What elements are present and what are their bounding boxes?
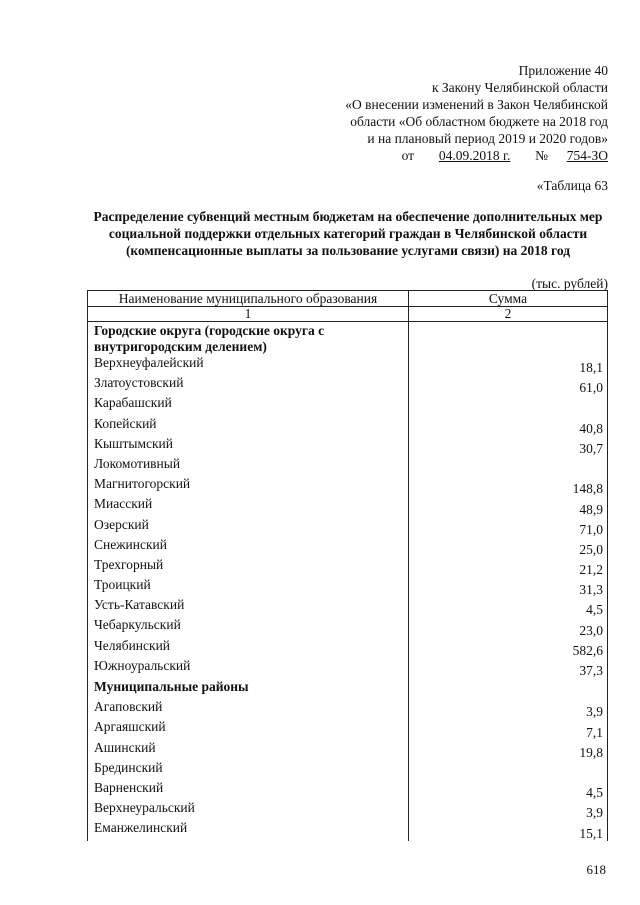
column-header-sum: Сумма bbox=[409, 291, 608, 307]
municipality-sum: 23,0 bbox=[409, 617, 608, 637]
table-row bbox=[88, 760, 608, 780]
table-row bbox=[88, 375, 608, 395]
municipality-name: Брединский bbox=[88, 760, 409, 780]
municipality-name: Копейский bbox=[88, 416, 409, 436]
municipality-sum: 3,9 bbox=[409, 800, 608, 820]
appendix-number: Приложение 40 bbox=[518, 63, 608, 78]
municipality-name: Чебаркульский bbox=[88, 617, 409, 637]
municipality-name: Карабашский bbox=[88, 395, 409, 415]
municipality-sum: 71,0 bbox=[409, 517, 608, 537]
law-reference: к Закону Челябинской области bbox=[431, 80, 608, 95]
table-row bbox=[88, 436, 608, 456]
municipality-sum: 3,9 bbox=[409, 699, 608, 719]
number-label: № bbox=[535, 148, 548, 163]
municipality-sum: 148,8 bbox=[409, 476, 608, 496]
municipality-sum: 19,8 bbox=[409, 740, 608, 760]
table-row bbox=[88, 355, 608, 375]
law-title-line-3: и на плановый период 2019 и 2020 годов» bbox=[367, 131, 608, 146]
municipality-sum: 61,0 bbox=[409, 375, 608, 395]
table-row bbox=[88, 780, 608, 800]
table-row bbox=[88, 517, 608, 537]
municipality-name: Озерский bbox=[88, 517, 409, 537]
appendix-header bbox=[345, 62, 608, 164]
table-row bbox=[88, 476, 608, 496]
municipality-name: Ашинский bbox=[88, 740, 409, 760]
law-title-line-1: «О внесении изменений в Закон Челябинской bbox=[345, 97, 608, 112]
municipality-name: Троицкий bbox=[88, 577, 409, 597]
municipality-sum bbox=[409, 395, 608, 415]
table-row bbox=[88, 416, 608, 436]
table-row bbox=[88, 537, 608, 557]
table-reference: «Таблица 63 bbox=[536, 178, 608, 193]
table-row bbox=[88, 800, 608, 820]
from-label: от bbox=[401, 148, 415, 163]
page-number: 618 bbox=[586, 862, 606, 877]
municipality-name: Златоустовский bbox=[88, 375, 409, 395]
municipality-sum: 37,3 bbox=[409, 658, 608, 678]
municipality-name: Кыштымский bbox=[88, 436, 409, 456]
municipality-name: Еманжелинский bbox=[88, 820, 409, 840]
column-number-2: 2 bbox=[409, 307, 608, 322]
municipality-sum: 4,5 bbox=[409, 780, 608, 800]
municipality-name: Миасский bbox=[88, 496, 409, 516]
table-row bbox=[88, 456, 608, 476]
law-number: 754-ЗО bbox=[566, 148, 608, 163]
law-title-line-2: области «Об областном бюджете на 2018 год bbox=[350, 114, 608, 129]
municipality-sum: 15,1 bbox=[409, 820, 608, 840]
municipality-sum: 4,5 bbox=[409, 597, 608, 617]
table-row bbox=[88, 658, 608, 678]
municipality-sum: 7,1 bbox=[409, 719, 608, 739]
section-heading-municipal-districts: Муниципальные районы bbox=[88, 678, 409, 699]
table-row bbox=[88, 617, 608, 637]
law-date: 04.09.2018 г. bbox=[438, 148, 511, 163]
units-label: (тыс. рублей) bbox=[531, 276, 608, 291]
subsidy-table bbox=[87, 290, 608, 841]
municipality-name: Агаповский bbox=[88, 699, 409, 719]
municipality-sum: 21,2 bbox=[409, 557, 608, 577]
municipality-sum: 48,9 bbox=[409, 496, 608, 516]
municipality-name: Магнитогорский bbox=[88, 476, 409, 496]
table-row bbox=[88, 719, 608, 739]
table-row bbox=[88, 395, 608, 415]
municipality-name: Аргаяшский bbox=[88, 719, 409, 739]
table-row bbox=[88, 740, 608, 760]
municipality-name: Снежинский bbox=[88, 537, 409, 557]
municipality-name: Верхнеуфалейский bbox=[88, 355, 409, 375]
table-row bbox=[88, 699, 608, 719]
municipality-sum: 18,1 bbox=[409, 355, 608, 375]
table-row bbox=[88, 496, 608, 516]
municipality-name: Трехгорный bbox=[88, 557, 409, 577]
municipality-name: Усть-Катавский bbox=[88, 597, 409, 617]
municipality-name: Верхнеуральский bbox=[88, 800, 409, 820]
municipality-sum bbox=[409, 760, 608, 780]
municipality-sum: 30,7 bbox=[409, 436, 608, 456]
column-header-name: Наименование муниципального образования bbox=[88, 291, 409, 307]
municipality-sum: 25,0 bbox=[409, 537, 608, 557]
column-number-1: 1 bbox=[88, 307, 409, 322]
table-row bbox=[88, 557, 608, 577]
table-row bbox=[88, 577, 608, 597]
municipality-sum: 40,8 bbox=[409, 416, 608, 436]
table-row bbox=[88, 820, 608, 840]
municipality-name: Локомотивный bbox=[88, 456, 409, 476]
section-heading-city-districts: Городские округа (городские округа с внутригородским делением) bbox=[88, 322, 409, 356]
law-date-number bbox=[345, 147, 608, 164]
table-row bbox=[88, 597, 608, 617]
municipality-sum: 31,3 bbox=[409, 577, 608, 597]
document-title: Распределение субвенций местным бюджетам на обеспечение дополнительных мер социальной поддержки отдельных категорий граждан в Челябинской области (компенсационные выплаты за пользование услугами связи) на 2018 год bbox=[93, 209, 603, 258]
table-row bbox=[88, 638, 608, 658]
municipality-sum bbox=[409, 456, 608, 476]
municipality-name: Варненский bbox=[88, 780, 409, 800]
municipality-name: Южноуральский bbox=[88, 658, 409, 678]
municipality-sum: 582,6 bbox=[409, 638, 608, 658]
municipality-name: Челябинский bbox=[88, 638, 409, 658]
